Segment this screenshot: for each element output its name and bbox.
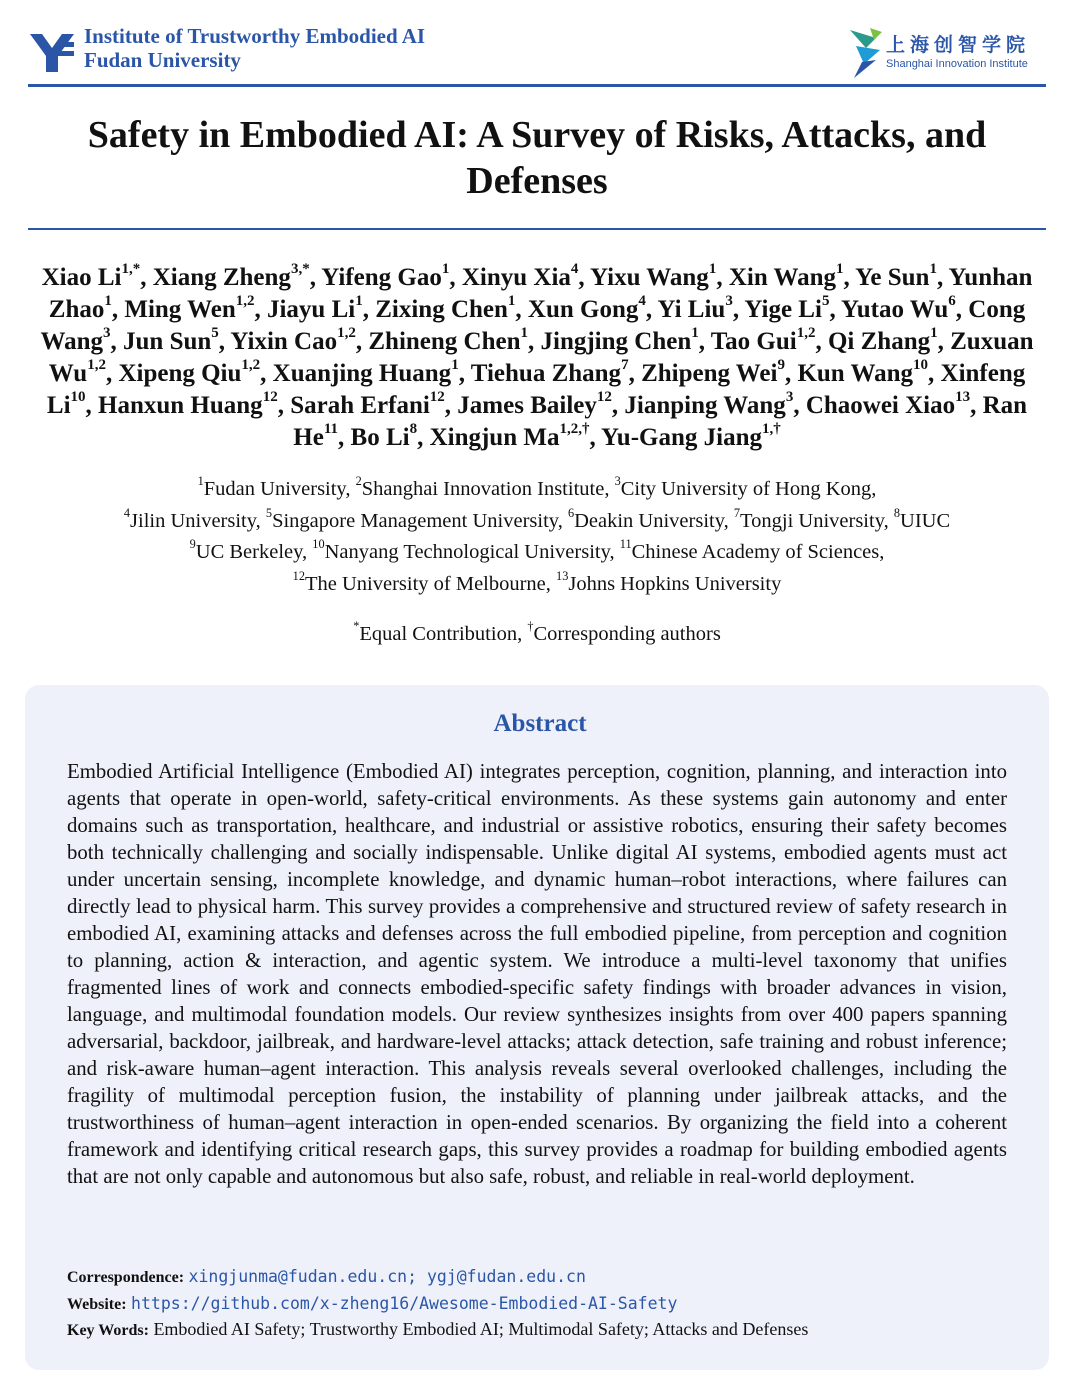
author-affiliation-mark: 1 [520, 325, 528, 342]
author-name: Jiayu Li [266, 296, 356, 323]
author-affiliation-mark: 12 [262, 389, 278, 406]
author [118, 357, 261, 387]
affiliation-name: Johns Hopkins University [568, 572, 782, 595]
author-affiliation-mark: 9 [777, 357, 785, 374]
author-name: Tiehua Zhang [470, 360, 622, 387]
author-affiliation-mark: 5 [821, 293, 830, 310]
author-affiliation-mark: 1 [930, 325, 938, 342]
affiliation-name: Fudan University [203, 478, 346, 500]
abstract-heading: Abstract [493, 710, 587, 737]
author-affiliation-mark: 6 [948, 293, 956, 310]
paper-title: Safety in Embodied AI: A Survey of Risks, Attacks, and Defenses [87, 114, 987, 202]
author [98, 389, 278, 419]
author-name: Xiang Zheng [152, 264, 291, 291]
affiliation-line: $^4$Jilin University, $^5$Singapore Management University, $^6$Deakin University, $^7$Tongji University, $^8$UIUC [123, 505, 951, 532]
author-name: Xuanjing Huang [272, 360, 452, 387]
author-affiliation-mark: 13 [955, 389, 971, 406]
author-affiliation-mark: 3 [725, 293, 733, 310]
keywords-row [67, 1316, 1027, 1344]
author-affiliation-mark: 1,2,† [559, 421, 590, 438]
abstract-body: Embodied Artificial Intelligence (Embodied AI) integrates perception, cognition, planning, and interaction into agents that operate in open-world, safety-critical environments. As these systems gain autonomy and enter domains such as transportation, healthcare, and industrial or assistive robotics, ensuring their safety becomes both technically challenging and socially indispensable. Unlike digital AI systems, embodied agents must act under uncertain sensing, incomplete knowledge, and dynamic human–robot interactions, where failures can directly lead to physical harm. This survey provides a comprehensive and structured review of safety research in embodied AI, examining attacks and defenses across the full embodied pipeline, from perception and cognition to planning, action & interaction, and agentic system. We introduce a multi-level taxonomy that unifies fragmented lines of work and connects embodied-specific safety findings with broader advances in vision, language, and multimodal foundation models. Our review synthesizes insights from over 400 papers spanning adversarial, backdoor, jailbreak, and hardware-level attacks; attack detection, safe training and robust inference; and risk-aware human–agent interaction. This analysis reveals several overlooked challenges, including the fragility of multimodal perception fusion, the instability of planning under jailbreak attacks, and the trustworthiness of human–agent interaction in open-ended scenarios. By organizing the field into a coherent framework and identifying critical research gaps, this survey provides a roadmap for building embodied agents that are not only capable and autonomous but also safe, robust, and reliable in real-world deployment. [67, 760, 1007, 1188]
author-name: Yige Li [744, 296, 822, 323]
author [230, 325, 356, 355]
affiliation-name: Singapore Management University [272, 509, 558, 532]
author-name: Yixin Cao [230, 328, 338, 355]
author-affiliation-mark: 4 [570, 261, 579, 278]
author-name: Zixing Chen [375, 296, 508, 323]
affiliation-number: 3 [614, 474, 621, 489]
affiliation-number: 6 [567, 505, 575, 520]
affiliation-number: 13 [556, 568, 569, 583]
affiliation-number: 11 [619, 537, 632, 552]
author [375, 293, 516, 323]
author-name: Hanxun Huang [98, 392, 263, 419]
affiliation-number: 8 [893, 505, 901, 520]
affiliation-list [28, 474, 1046, 600]
affiliation-number: 7 [733, 505, 741, 520]
author [41, 261, 141, 291]
website-label: Website: [67, 1296, 127, 1313]
corresponding-mark: † [527, 619, 534, 634]
author [368, 325, 528, 355]
author-affiliation-mark: 1 [451, 357, 459, 374]
affiliation-name: Chinese Academy of Sciences [631, 541, 880, 563]
author-name: Yi Liu [657, 296, 726, 323]
website-link[interactable]: https://github.com/x-zheng16/Awesome-Embodied-AI-Safety [131, 1294, 678, 1313]
sii-name-cn: 上海创智学院 [886, 34, 1031, 56]
author-affiliation-mark: 10 [70, 389, 86, 406]
affiliation-name: The University of Melbourne [304, 572, 546, 595]
sii-logo [846, 24, 1046, 80]
keywords-value: Embodied AI Safety; Trustworthy Embodied AI; Multimodal Safety; Attacks and Defenses [153, 1319, 809, 1339]
author-affiliation-mark: 7 [621, 357, 629, 374]
affiliation-name: Tongji University [740, 509, 884, 532]
author-name: Yifeng Gao [321, 264, 442, 291]
author-name: Yutao Wu [841, 296, 949, 323]
affiliation-line: $^9$UC Berkeley, $^{10}$Nanyang Technological University, $^{11}$Chinese Academy of Sciences, [189, 537, 885, 563]
contribution-note [28, 619, 1046, 649]
author [350, 421, 418, 451]
keywords-label: Key Words: [67, 1322, 149, 1339]
author-name: Jun Sun [123, 328, 212, 355]
affiliation-number: 12 [292, 568, 305, 583]
author [841, 293, 956, 323]
author-affiliation-mark: 1,2 [241, 357, 261, 374]
author-affiliation-mark: 1 [355, 293, 363, 310]
affiliation-name: Nanyang Technological University [324, 541, 610, 563]
equal-contribution-text: Equal Contribution, [359, 623, 523, 645]
author [429, 421, 590, 451]
author [470, 357, 629, 387]
author-affiliation-mark: 1 [708, 261, 717, 278]
author-name: Xinfeng Li [46, 360, 1026, 419]
author-name: Xin Wang [728, 264, 837, 291]
author-name: Zhipeng Wei [641, 360, 778, 387]
author-affiliation-mark: 1,2 [337, 325, 356, 342]
author [805, 389, 971, 419]
author [797, 357, 929, 387]
author-name: Xiao Li [41, 264, 122, 291]
affiliation-number: 5 [265, 505, 273, 520]
author [272, 357, 459, 387]
author [827, 325, 938, 355]
author-name: Ye Sun [855, 264, 930, 291]
author-affiliation-mark: 1 [441, 261, 450, 278]
author-affiliation-mark: 8 [409, 421, 418, 438]
author-name: Ming Wen [124, 296, 236, 323]
author [728, 261, 844, 291]
author-name: Yunhan Zhao [48, 264, 1033, 323]
website-row [67, 1290, 1027, 1318]
author-affiliation-mark: 1,* [121, 261, 141, 278]
author-list: Xiao $Li^{1,*}$, Xiang Zheng$^{3,*}$, Yifeng Gao$^1$, Xinyu Xia$^4$, Yixu Wang$^1$, Xin Wang$^1$, Ye Sun$^1$, Yunhan Zhao$^1$, Ming Wen$^{1,2}$, Jiayu Li$^1$, Zixing Chen$^1$, Xun Gong$^4$, Yi Liu$^3$, Yige Li$^5$, Yutao Wu$^6$, Cong Wang$^3$, Jun Sun$^5$, Yixin Cao$^{1,2}$, Zhineng Chen$^1$, Jingjing Chen$^1$, Tao Gui$^{1,2}$, Qi Zhang$^1$, Zuxuan Wu$^{1,2}$, Xipeng Qiu$^{1,2}$, Xuanjing Huang$^1$, Tiehua Zhang$^7$, Zhipeng Wei$^9$, Kun Wang$^{10}$, Xinfeng Li$^{10}$, Hanxun Huang$^{12}$, Sarah Erfani$^{12}$, James Bailey$^{12}$, Jianping Wang$^3$, Chaowei Xiao$^{13}$, Ran He$^{11}$, Bo Li$^8$, Xingjun $Ma^{1,2,\dagger}$, Yu-Gang Jiang$^{1,\dagger}$ [40, 261, 1034, 451]
author-name: Kun Wang [797, 360, 914, 387]
author-name: Cong Wang [40, 296, 1026, 355]
author [641, 357, 785, 387]
author-affiliation-mark: 1,2 [796, 325, 816, 342]
author [152, 261, 310, 291]
institute-line-1: Institute of Trustworthy Embodied AI [84, 24, 426, 48]
author [624, 389, 794, 419]
author [744, 293, 830, 323]
author-name: Xun Gong [527, 296, 639, 323]
affiliation-line: $^1$Fudan University, $^2$Shanghai Innovation Institute, $^3$City University of Hong Kong, [197, 474, 877, 500]
author-affiliation-mark: 1,2 [235, 293, 255, 310]
author-name: Sarah Erfani [290, 392, 430, 419]
author-affiliation-mark: 1 [104, 293, 112, 310]
author-affiliation-mark: 3 [103, 325, 111, 342]
author-name: Xipeng Qiu [118, 360, 242, 387]
sii-logo-icon [846, 24, 890, 80]
author-affiliation-mark: 1 [929, 261, 937, 278]
fudan-trust-logo-icon [28, 26, 76, 74]
affiliation-number: 2 [355, 474, 362, 489]
corresponding-text: Corresponding authors [533, 623, 721, 645]
author [290, 389, 445, 419]
author [123, 325, 219, 355]
author-affiliation-mark: 1 [836, 261, 844, 278]
author-name: Xingjun Ma [429, 424, 560, 451]
author-affiliation-mark: 1,† [761, 421, 781, 438]
author-name: Tao Gui [710, 328, 797, 355]
author-affiliation-mark: 10 [913, 357, 929, 374]
affiliation-name: UC Berkeley [195, 541, 303, 563]
institute-line-2: Fudan University [84, 48, 241, 72]
author-name: Zhineng Chen [368, 328, 521, 355]
affiliation-name: Jilin University [130, 509, 256, 532]
correspondence-emails[interactable]: xingjunma@fudan.edu.cn; ygj@fudan.edu.cn [188, 1267, 586, 1286]
correspondence-label: Correspondence: [67, 1269, 185, 1286]
author-affiliation-mark: 11 [323, 421, 339, 438]
sii-name-en: Shanghai Innovation Institute [886, 58, 1028, 70]
correspondence-row [67, 1263, 1027, 1291]
author-name: Yixu Wang [590, 264, 709, 291]
author-name: Qi Zhang [827, 328, 931, 355]
author [457, 389, 612, 419]
author-affiliation-mark: 4 [638, 293, 646, 310]
author-name: Chaowei Xiao [805, 392, 956, 419]
institute-name [84, 24, 425, 72]
affiliation-name: Shanghai Innovation Institute [361, 478, 605, 500]
equal-mark: * [353, 619, 360, 634]
author [461, 261, 579, 291]
author-affiliation-mark: 1,2 [87, 357, 106, 374]
author-affiliation-mark: 12 [429, 389, 445, 406]
author [527, 293, 646, 323]
author-affiliation-mark: 1 [691, 325, 699, 342]
author-name: Jingjing Chen [540, 328, 692, 355]
affiliation-name: City University of Hong Kong [620, 478, 872, 500]
affiliation-number: 1 [197, 474, 204, 489]
affiliation-number: 10 [312, 537, 325, 552]
author-affiliation-mark: 12 [596, 389, 612, 406]
author [321, 261, 450, 291]
page-header [28, 18, 1046, 88]
author-name: Yu-Gang Jiang [601, 424, 762, 451]
author-affiliation-mark: 3 [785, 389, 794, 406]
author-name: Jianping Wang [624, 392, 786, 419]
author-affiliation-mark: 5 [211, 325, 219, 342]
affiliation-line: $^{12}$The University of Melbourne, $^{13}$Johns Hopkins University [292, 568, 782, 595]
author [124, 293, 255, 323]
author [710, 325, 816, 355]
author [601, 421, 781, 451]
author-affiliation-mark: 1 [507, 293, 516, 310]
title-divider [28, 228, 1046, 230]
affiliation-name: UIUC [900, 509, 951, 532]
affiliation-number: 4 [123, 505, 131, 520]
author [855, 261, 937, 291]
author-name: Zuxuan Wu [48, 328, 1034, 387]
author-affiliation-mark: 3,* [290, 261, 310, 278]
author-name: James Bailey [457, 392, 597, 419]
author-name: Bo Li [350, 424, 410, 451]
author-name: Ran He [293, 392, 1028, 451]
header-divider [28, 84, 1046, 87]
author [540, 325, 699, 355]
affiliation-number: 9 [189, 537, 196, 552]
author-name: Xinyu Xia [461, 264, 571, 291]
affiliation-name: Deakin University [574, 509, 724, 532]
author [590, 261, 717, 291]
author [657, 293, 733, 323]
author [266, 293, 363, 323]
